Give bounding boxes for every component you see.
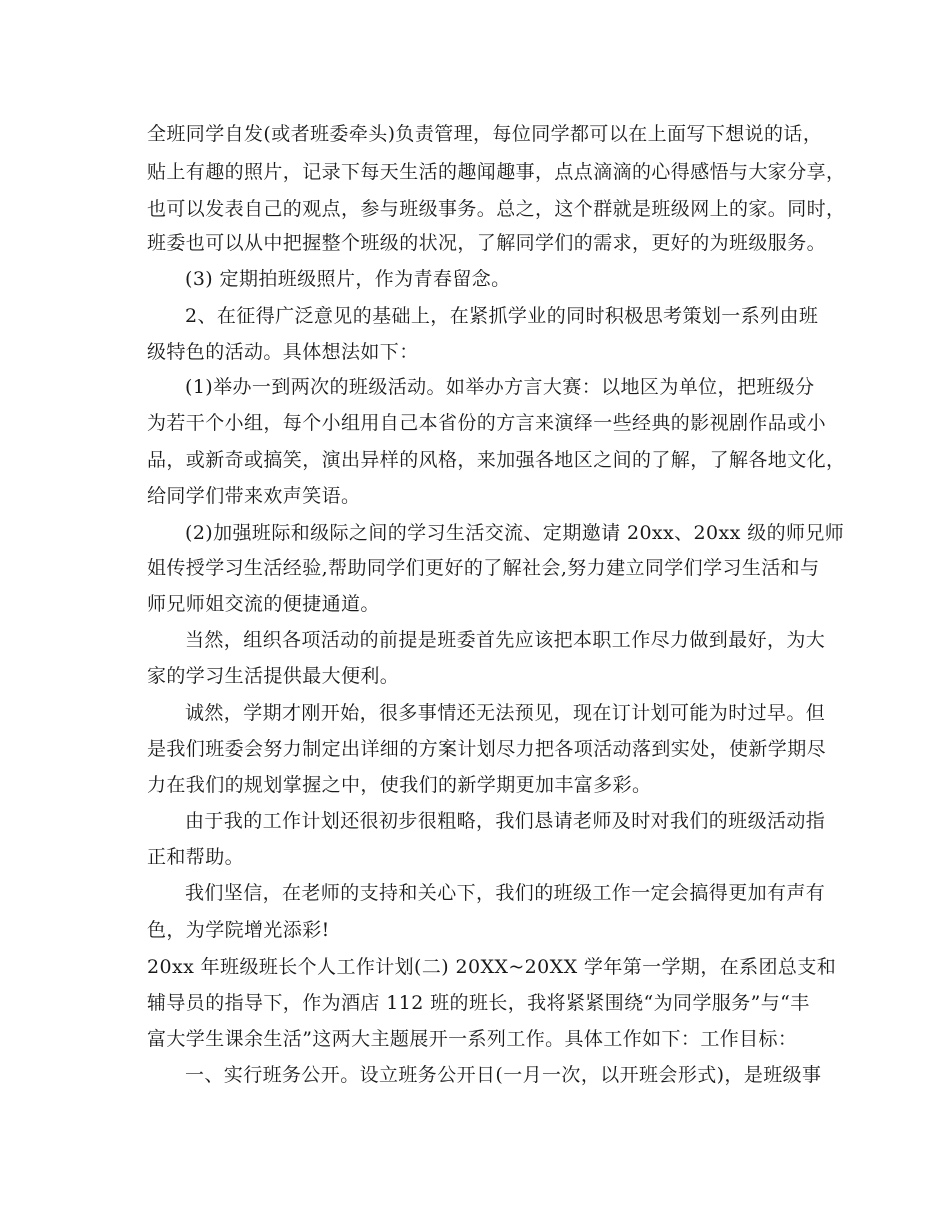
- paragraph-line: 力在我们的规划掌握之中，使我们的新学期更加丰富多彩。: [147, 774, 652, 796]
- paragraph-line: 正和帮助。: [147, 846, 245, 868]
- section-heading-line: 20xx 年班级班长个人工作计划(二) 20XX~20XX 学年第一学期，在系团总支和: [147, 956, 837, 978]
- paragraph-line: 为若干个小组，每个小组用自己本省份的方言来演绎一些经典的影视剧作品或小: [147, 412, 827, 434]
- paragraph-line: 当然，组织各项活动的前提是班委首先应该把本职工作尽力做到最好，为大: [185, 629, 826, 651]
- paragraph-line: (1)举办一到两次的班级活动。如举办方言大赛：以地区为单位，把班级分: [185, 376, 815, 398]
- paragraph-line: 家的学习生活提供最大便利。: [147, 665, 400, 687]
- paragraph-line: 级特色的活动。具体想法如下：: [147, 341, 419, 363]
- paragraph-line: 品，或新奇或搞笑，演出异样的风格，来加强各地区之间的了解，了解各地文化，: [147, 449, 846, 471]
- paragraph-line: 姐传授学习生活经验,帮助同学们更好的了解社会,努力建立同学们学习生活和与: [147, 557, 820, 579]
- paragraph-line: 诚然，学期才刚开始，很多事情还无法预见，现在订计划可能为时过早。但: [185, 702, 826, 724]
- paragraph-line: 富大学生课余生活”这两大主题展开一系列工作。具体工作如下：工作目标：: [147, 1028, 798, 1050]
- paragraph-line: 全班同学自发(或者班委牵头)负责管理，每位同学都可以在上面写下想说的话，: [147, 123, 823, 145]
- paragraph-line: (3) 定期拍班级照片，作为青春留念。: [185, 268, 511, 290]
- paragraph-line: 也可以发表自己的观点，参与班级事务。总之，这个群就是班级网上的家。同时，: [147, 198, 846, 220]
- paragraph-line: 班委也可以从中把握整个班级的状况，了解同学们的需求，更好的为班级服务。: [147, 232, 827, 254]
- paragraph-line: 给同学们带来欢声笑语。: [147, 485, 361, 507]
- paragraph-line: 师兄师姐交流的便捷通道。: [147, 593, 380, 615]
- paragraph-line: 贴上有趣的照片，记录下每天生活的趣闻趣事，点点滴滴的心得感悟与大家分享，: [147, 161, 846, 183]
- paragraph-line: 由于我的工作计划还很初步很粗略，我们恳请老师及时对我们的班级活动指: [185, 810, 826, 832]
- paragraph-line: 一、实行班务公开。设立班务公开日(一月一次，以开班会形式)，是班级事: [185, 1064, 822, 1086]
- paragraph-line: 我们坚信，在老师的支持和关心下，我们的班级工作一定会搞得更加有声有: [185, 882, 826, 904]
- paragraph-line: 色，为学院增光添彩!: [147, 919, 330, 941]
- paragraph-line: 2、在征得广泛意见的基础上，在紧抓学业的同时积极思考策划一系列由班: [185, 305, 819, 327]
- paragraph-line: 辅导员的指导下，作为酒店 112 班的班长，我将紧紧围绕“为同学服务”与“丰: [147, 992, 810, 1014]
- paragraph-line: 是我们班委会努力制定出详细的方案计划尽力把各项活动落到实处，使新学期尽: [147, 738, 827, 760]
- paragraph-line: (2)加强班际和级际之间的学习生活交流、定期邀请 20xx、20xx 级的师兄师: [185, 522, 845, 544]
